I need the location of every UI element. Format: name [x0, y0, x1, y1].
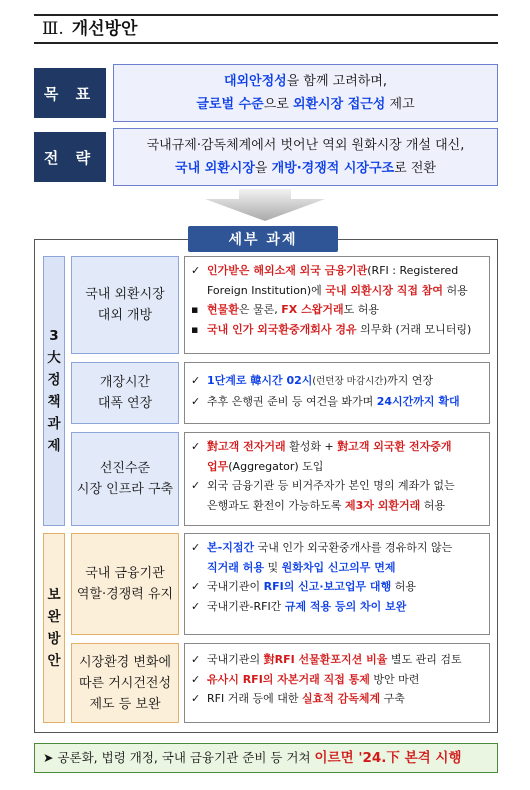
- check-icon: ✓: [191, 479, 201, 492]
- down-arrow-icon: [205, 189, 325, 221]
- detail-line: ✓ 국내기관의 對RFI 선물환포지션 비율 별도 관리 검토: [191, 650, 483, 670]
- detail-line: ✓ 외국 금융기관 등 비거주자가 본인 명의 계좌가 없는: [191, 476, 483, 496]
- check-icon: ✓: [191, 692, 201, 705]
- footer-note: ➤ 공론화, 법령 개정, 국내 금융기관 준비 등 거쳐 이르면 '24.下 본격 시행: [34, 743, 498, 773]
- item-title-domestic-institutions: 국내 금융기관 역할·경쟁력 유지: [71, 533, 179, 635]
- detail-domestic-institutions: [184, 533, 490, 635]
- check-icon: ✓: [191, 672, 201, 686]
- detail-line: ✓ 對고객 전자거래 활성화 + 對고객 외국환 전자중개: [191, 437, 483, 457]
- detail-infrastructure: [184, 432, 490, 526]
- strategy-line-1: 국내규제·감독체계에서 벗어난 역외 원화시장 개설 대신,: [146, 138, 465, 153]
- goal-line-2: 글로벌 수준으로 외환시장 접근성 제고: [196, 97, 415, 112]
- detail-market-opening: [184, 256, 490, 354]
- group-label-policy: 3 大 정 책 과 제: [43, 256, 65, 526]
- item-title-market-opening: 국내 외환시장 대외 개방: [71, 256, 179, 354]
- detail-line: ▪ 국내 인가 외국환중개회사 경유 의무화 (거래 모니터링): [191, 320, 483, 340]
- check-icon: ✓: [191, 580, 201, 593]
- check-icon: ✓: [191, 394, 201, 408]
- section-title: 개선방안: [71, 19, 138, 39]
- detail-line: Foreign Institution)에 국내 외환시장 직접 참여 허용: [207, 283, 468, 297]
- detail-line: ✓ RFI 거래 등에 대한 실효적 감독체계 구축: [191, 689, 483, 709]
- detail-line: ✓ 추후 은행권 준비 등 여건을 봐가며 24시간까지 확대: [191, 392, 483, 412]
- section-header: [34, 14, 498, 44]
- check-icon: ✓: [191, 440, 201, 453]
- detail-line: ✓ 국내기관-RFI간 규제 적용 등의 차이 보완: [191, 597, 483, 617]
- detail-line: ✓ 본-지점간 국내 인가 외국환중개사를 경유하지 않는: [191, 538, 483, 558]
- item-title-macroprudential: 시장환경 변화에 따른 거시건전성 제도 등 보완: [71, 643, 179, 723]
- arrow-right-icon: ➤: [43, 750, 54, 765]
- detail-line: 은행과도 환전이 가능하도록 제3자 외환거래 허용: [207, 498, 446, 512]
- check-icon: ✓: [191, 374, 201, 387]
- group-label-supplement: 보 완 방 안: [43, 533, 65, 723]
- detail-line: ▪ 현물환은 물론, FX 스왑거래도 허용: [191, 300, 483, 320]
- detail-macroprudential: [184, 643, 490, 723]
- detail-tab: 세부 과제: [188, 226, 338, 252]
- goal-label: 목 표: [34, 68, 106, 118]
- strategy-label: 전 략: [34, 132, 106, 182]
- goal-box: [113, 64, 498, 122]
- item-title-hours-extension: 개장시간 대폭 연장: [71, 362, 179, 424]
- detail-hours-extension: [184, 362, 490, 424]
- check-icon: ✓: [191, 541, 201, 554]
- section-numeral: Ⅲ.: [42, 19, 64, 39]
- check-icon: ✓: [191, 264, 201, 277]
- goal-line-1: 대외안정성을 함께 고려하며,: [223, 74, 388, 89]
- strategy-box: [113, 128, 498, 186]
- item-title-infrastructure: 선진수준 시장 인프라 구축: [71, 432, 179, 526]
- detail-line: ✓ 유사시 RFI의 자본거래 직접 통제 방안 마련: [191, 670, 483, 690]
- bullet-icon: ▪: [191, 303, 199, 316]
- detail-line: 직거래 허용 및 원화차입 신고의무 면제: [207, 560, 396, 574]
- detail-line: ✓ 국내기관이 RFI의 신고·보고업무 대행 허용: [191, 577, 483, 597]
- strategy-line-2: 국내 외환시장을 개방·경쟁적 시장구조로 전환: [175, 161, 436, 176]
- detail-line: 업무(Aggregator) 도입: [207, 459, 324, 473]
- detail-line: ✓ 1단계로 韓시간 02시(런던장 마감시간)까지 연장: [191, 371, 483, 392]
- check-icon: ✓: [191, 653, 201, 666]
- detail-line: ✓ 인가받은 해외소재 외국 금융기관(RFI : Registered: [191, 261, 483, 281]
- check-icon: ✓: [191, 599, 201, 613]
- bullet-icon: ▪: [191, 322, 199, 336]
